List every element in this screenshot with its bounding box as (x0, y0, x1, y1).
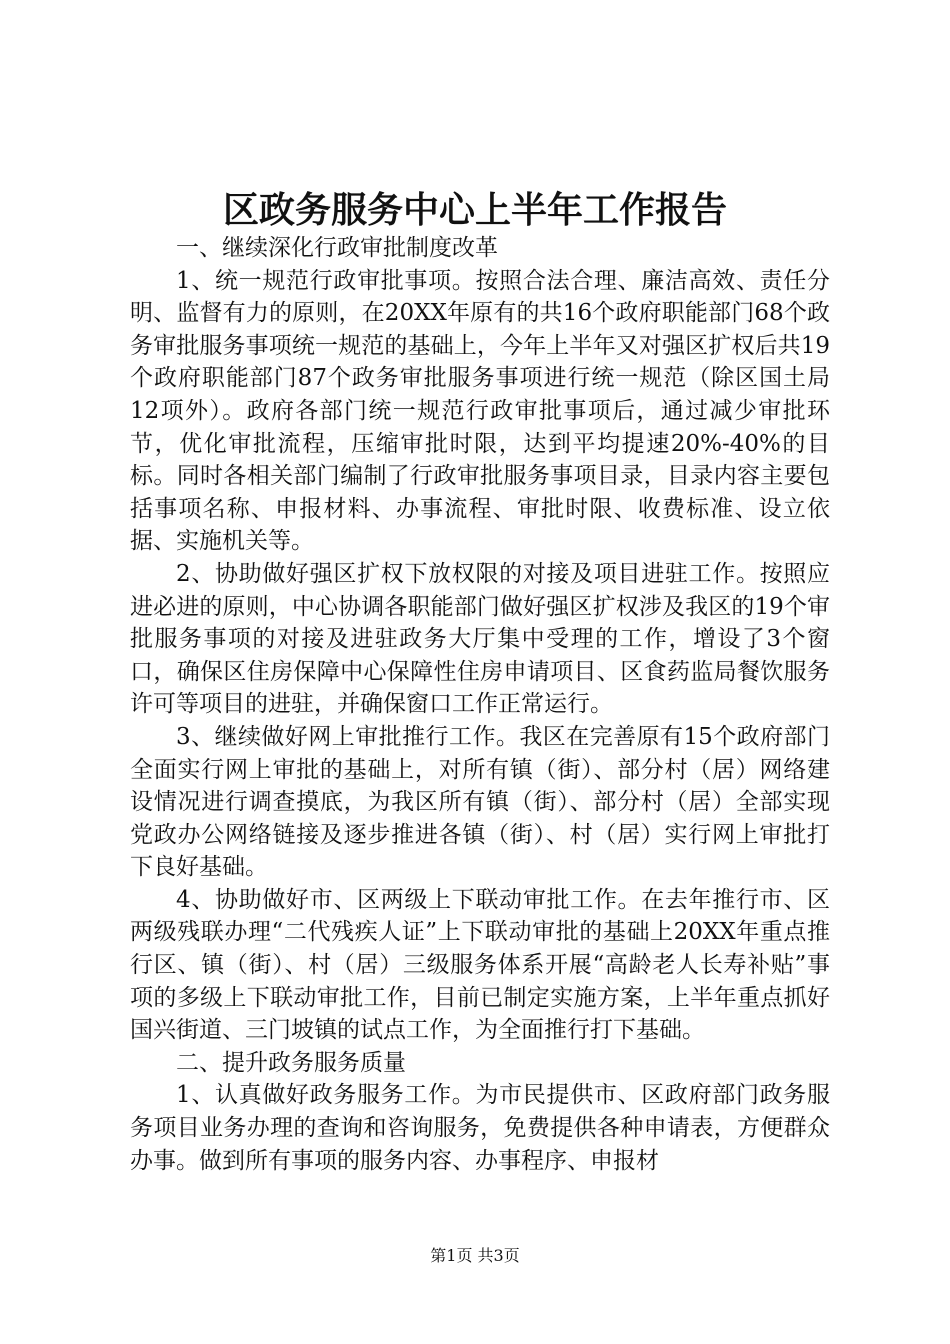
section-heading-2: 二、提升政务服务质量 (176, 1049, 406, 1076)
document-body (130, 232, 830, 1177)
paragraph-1-3: 3、继续做好网上审批推行工作。我区在完善原有15个政府部门全面实行网上审批的基础上，对所有镇（街）、部分村（居）网络建设情况进行调查摸底，为我区所有镇（街）、部分村（居）全部实现党政办公网络链接及逐步推进各镇（街）、村（居）实行网上审批打下良好基础。 (130, 723, 830, 881)
paragraph-1-1: 1、统一规范行政审批事项。按照合法合理、廉洁高效、责任分明、监督有力的原则，在20XX年原有的共16个政府职能部门68个政务审批服务事项统一规范的基础上，今年上半年又对强区扩权后共19个政府职能部门87个政务审批服务事项进行统一规范（除区国土局12项外）。政府各部门统一规范行政审批事项后，通过减少审批环节，优化审批流程，压缩审批时限，达到平均提速20%-40%的目标。同时各相关部门编制了行政审批服务事项目录，目录内容主要包括事项名称、申报材料、办事流程、审批时限、收费标准、设立依据、实施机关等。 (130, 267, 830, 555)
page-footer: 第1页 共3页 (430, 1246, 520, 1265)
section-heading-1: 一、继续深化行政审批制度改革 (176, 235, 498, 261)
paragraph-1-4: 4、协助做好市、区两级上下联动审批工作。在去年推行市、区两级残联办理“二代残疾人证”上下联动审批的基础上20XX年重点推行区、镇（街）、村（居）三级服务体系开展“高龄老人长寿补贴”事项的多级上下联动审批工作，目前已制定实施方案，上半年重点抓好国兴街道、三门坡镇的试点工作，为全面推行打下基础。 (130, 886, 830, 1044)
paragraph-1-2: 2、协助做好强区扩权下放权限的对接及项目进驻工作。按照应进必进的原则，中心协调各职能部门做好强区扩权涉及我区的19个审批服务事项的对接及进驻政务大厅集中受理的工作，增设了3个窗口，确保区住房保障中心保障性住房申请项目、区食药监局餐饮服务许可等项目的进驻，并确保窗口工作正常运行。 (130, 560, 830, 718)
document-title: 区政务服务中心上半年工作报告 (222, 189, 727, 231)
paragraph-2-1: 1、认真做好政务服务工作。为市民提供市、区政府部门政务服务项目业务办理的查询和咨询服务，免费提供各种申请表，方便群众办事。做到所有事项的服务内容、办事程序、申报材 (130, 1082, 830, 1174)
